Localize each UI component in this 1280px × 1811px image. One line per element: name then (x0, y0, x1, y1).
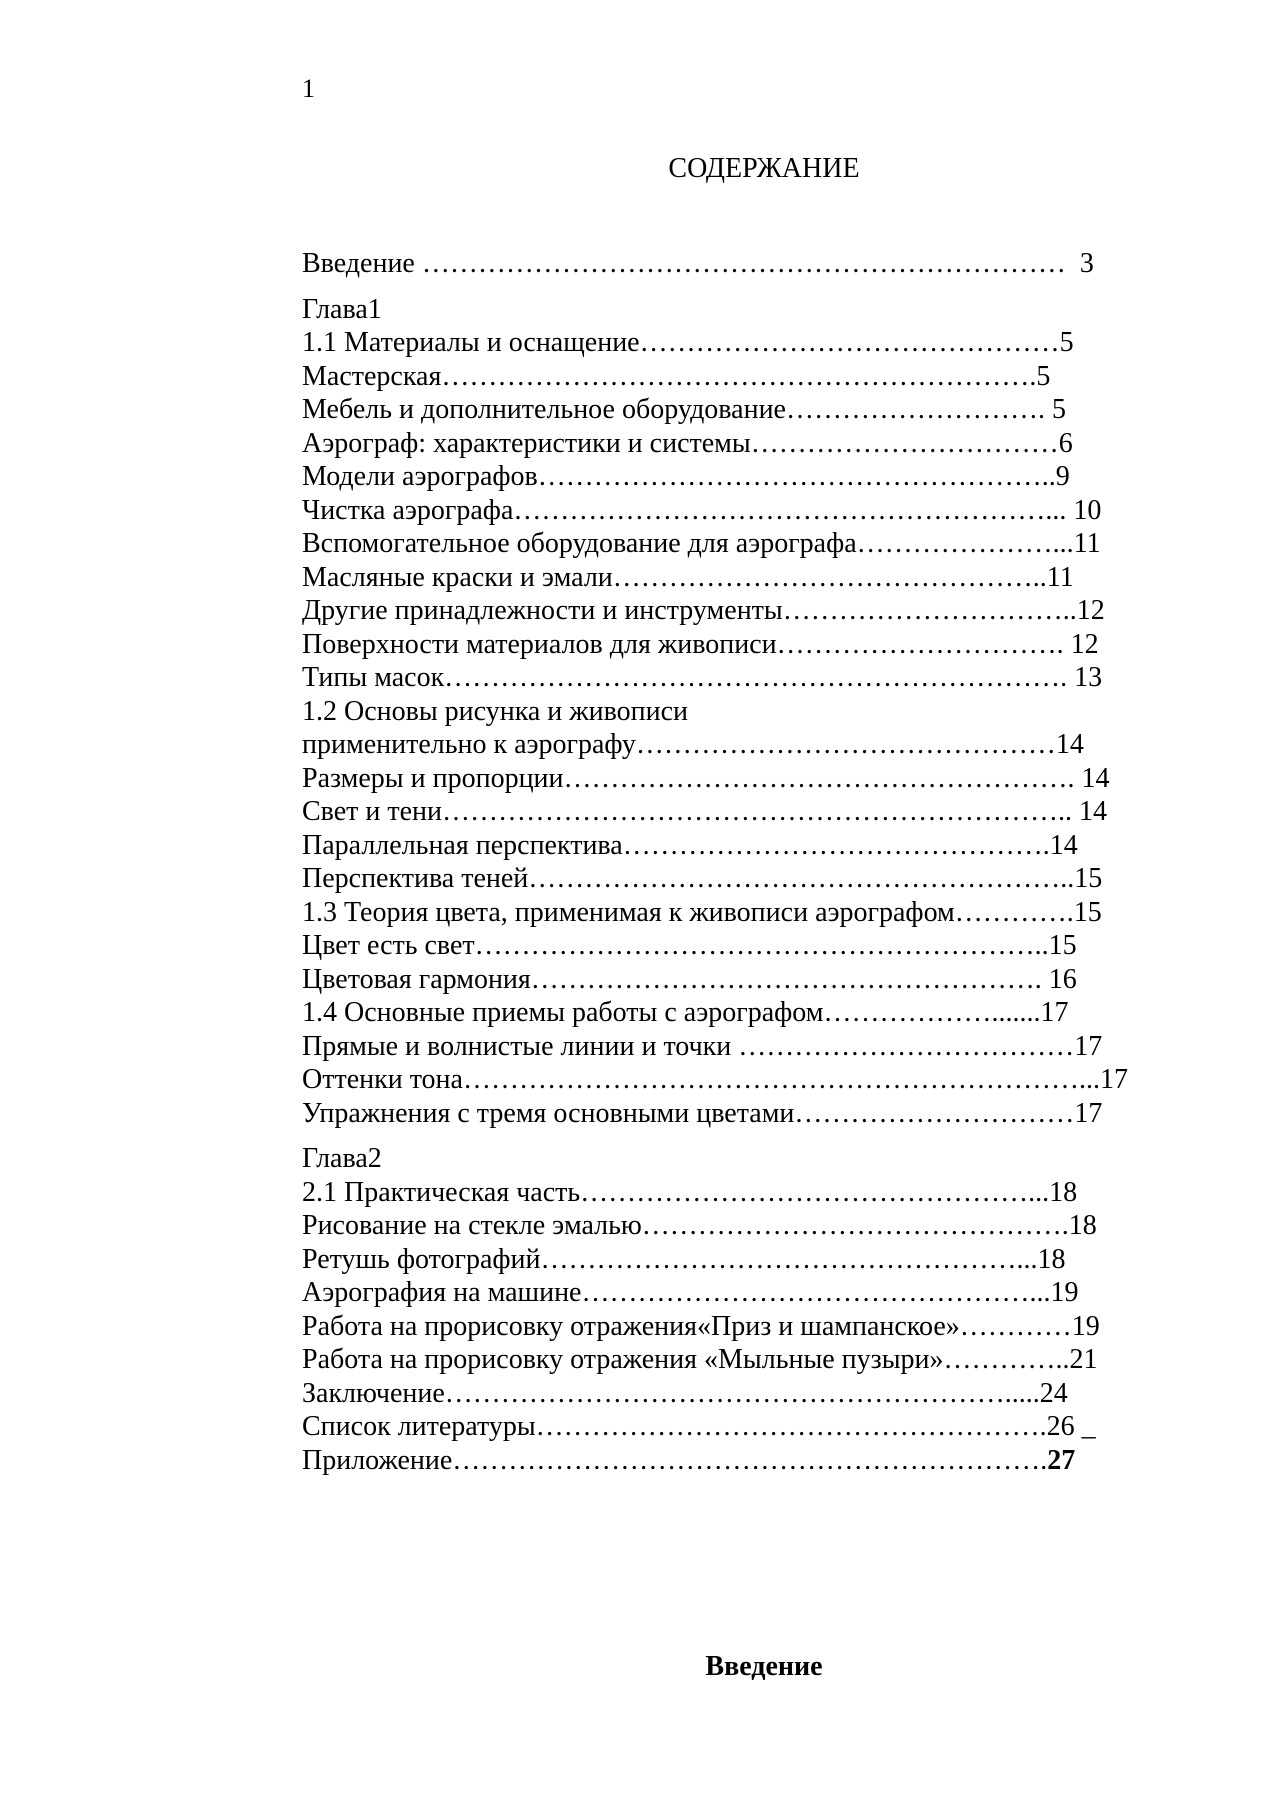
toc-entry: Цветовая гармония………………………………………………. 16 (302, 963, 1077, 995)
toc-entry-intro: Введение …………………………………………………………… 3 (302, 248, 1094, 279)
toc-entry: Вспомогательное оборудование для аэрографа…………………...11 (302, 528, 1101, 559)
toc-entry: Свет и тени………………………………………………………….. 14 (302, 796, 1108, 827)
toc-entry: Рисование на стекле эмалью……………………………………….18 (302, 1210, 1097, 1241)
toc-entry: Оттенки тона…………………………………………………………...17 (302, 1064, 1128, 1095)
chapter-1-title: Глава1 (302, 293, 382, 325)
toc-entry: Заключение…………………………………………………….....24 (302, 1377, 1068, 1409)
toc-entry: Аэрограф: характеристики и системы……………………………6 (302, 427, 1073, 459)
toc-entry: Параллельная перспектива……………………………………….14 (302, 829, 1078, 861)
page-number: 1 (302, 74, 315, 103)
toc-entry: Работа на прорисовку отражения«Приз и шампанское»…………19 (302, 1310, 1100, 1342)
chapter-2-title: Глава2 (302, 1143, 382, 1174)
toc-entry: Чистка аэрографа…………………………………………………... 10 (302, 494, 1102, 526)
chapter-2-entries (302, 1176, 1202, 1478)
toc-entry-appendix (302, 1444, 1202, 1478)
toc-entry: Размеры и пропорции………………………………………………. 14 (302, 762, 1110, 794)
toc-entry: Мебель и дополнительное оборудование………………………. 5 (302, 394, 1066, 425)
chapter-1-entries (302, 326, 1202, 1130)
toc-entry: Работа на прорисовку отражения «Мыльные пузыри»…………..21 (302, 1344, 1098, 1375)
table-of-contents (302, 247, 1202, 1477)
toc-entry: Упражнения с тремя основными цветами…………………………17 (302, 1097, 1103, 1129)
toc-entry: Аэрография на машине…………………………………………...19 (302, 1277, 1079, 1308)
toc-entry: Мастерская……………………………………………………….5 (302, 360, 1051, 392)
toc-entry: 1.1 Материалы и оснащение………………………………………5 (302, 327, 1074, 358)
toc-entry: Прямые и волнистые линии и точки ………………………………17 (302, 1030, 1103, 1062)
toc-entry-appendix-label: Приложение………………………………………………………. (302, 1444, 1048, 1476)
toc-entry: Перспектива теней…………………………………………………..15 (302, 863, 1103, 894)
toc-entry: 1.3 Теория цвета, применимая к живописи аэрографом………….15 (302, 896, 1102, 928)
toc-entry: применительно к аэрографу………………………………………14 (302, 729, 1084, 760)
toc-entry: Цвет есть свет……………………………………………………..15 (302, 930, 1077, 961)
toc-entry-appendix-page: 27 (1047, 1444, 1076, 1476)
toc-entry: Ретушь фотографий……………………………………………...18 (302, 1243, 1066, 1275)
toc-entry: Масляные краски и эмали………………………………………..11 (302, 561, 1074, 593)
toc-heading: СОДЕРЖАНИЕ (668, 153, 860, 184)
toc-entry: Другие принадлежности и инструменты…………………………..12 (302, 595, 1105, 626)
toc-entry: Поверхности материалов для живописи…………………………. 12 (302, 628, 1099, 660)
toc-entry: Типы масок…………………………………………………………. 13 (302, 662, 1103, 693)
toc-entry: Список литературы……………………………………………….26 _ (302, 1411, 1096, 1442)
toc-entry: 1.4 Основные приемы работы с аэрографом……………….......17 (302, 997, 1069, 1028)
toc-entry: 1.2 Основы рисунка и живописи (302, 695, 689, 727)
toc-entry: Модели аэрографов………………………………………………..9 (302, 461, 1070, 492)
section-heading-intro: Введение (705, 1651, 823, 1682)
toc-entry: 2.1 Практическая часть…………………………………………...18 (302, 1176, 1078, 1208)
